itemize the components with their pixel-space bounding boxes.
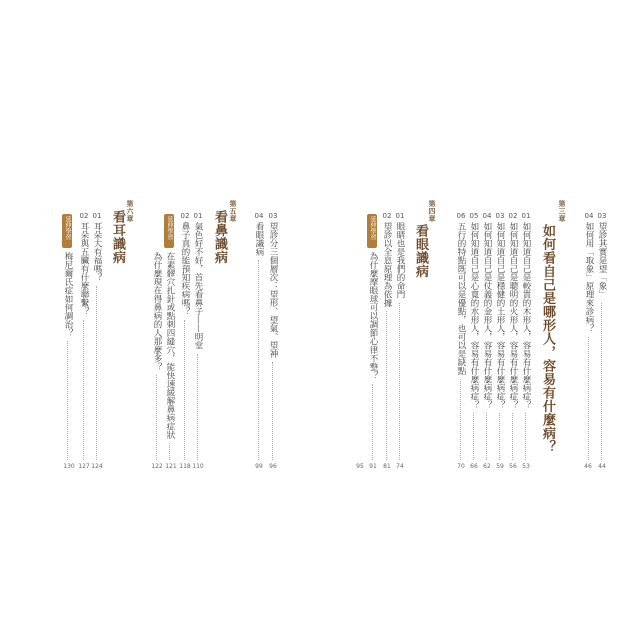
toc-entry[interactable]: [63, 252, 73, 337]
page-number: 56: [509, 463, 517, 470]
entry-text: 眼睛也是我們的命門: [395, 222, 405, 299]
leader-dots: [386, 311, 387, 460]
page-number: 91: [369, 463, 377, 470]
entry-number: 06: [456, 212, 466, 220]
entry-number: 04: [584, 212, 594, 220]
page-number: 74: [396, 463, 404, 470]
entry-text: 梅尼爾氏症如何調治？: [63, 252, 73, 337]
entry-number: 03: [268, 212, 278, 220]
entry-text: 如何用「取象」原理來診病？: [584, 222, 594, 333]
leader-dots: [601, 303, 602, 460]
entry-number: 02: [508, 212, 518, 220]
entry-number: 02: [79, 212, 89, 220]
entry-text: 五行的特點既可以是優點，也可以是缺點: [456, 222, 466, 375]
toc-entry[interactable]: [180, 222, 190, 316]
entry-number: 01: [521, 212, 531, 220]
page-number: 70: [457, 463, 465, 470]
chapter-title: 如何看自己是哪形人，容易有什麼病？: [540, 224, 555, 454]
toc-entry[interactable]: [152, 252, 162, 371]
page-number: 124: [91, 463, 103, 470]
page-number: 130: [63, 463, 75, 470]
chapter-title: 看耳識病: [110, 210, 125, 264]
toc-entry[interactable]: [482, 222, 492, 409]
entry-number: 01: [395, 212, 405, 220]
entry-text: 在素髎穴扎針或點刺四縫穴，能快速緩解鼻病症狀: [165, 252, 175, 439]
entry-text: 氣色好不好，首先看鼻子——明堂: [193, 222, 203, 350]
extension-badge: 延伸學習: [62, 214, 72, 248]
entry-number: 03: [495, 212, 505, 220]
entry-number: 02: [180, 212, 190, 220]
leader-dots: [258, 260, 259, 460]
leader-dots: [486, 413, 487, 460]
entry-text: 如何知道自己是心寬的水形人，容易有什麼病症？: [469, 222, 479, 409]
page-number: 81: [383, 463, 391, 470]
toc-entry[interactable]: [597, 222, 607, 299]
toc-entry[interactable]: [92, 222, 102, 282]
toc-entry[interactable]: [193, 222, 203, 350]
leader-dots: [399, 303, 400, 460]
entry-number: 04: [482, 212, 492, 220]
page-number: 95: [356, 463, 364, 470]
entry-number: 01: [193, 212, 203, 220]
chapter-label: 第三章: [558, 200, 567, 223]
extension-badge: 延伸學習: [367, 214, 377, 248]
leader-dots: [588, 337, 589, 460]
entry-text: 如何知道自己是聰明的火形人，容易有什麼病症？: [508, 222, 518, 409]
leader-dots: [156, 375, 157, 460]
entry-number: 03: [597, 212, 607, 220]
page-number: 99: [255, 463, 263, 470]
toc-entry[interactable]: [584, 222, 594, 333]
page-number: 118: [179, 463, 191, 470]
page-number: 127: [78, 463, 90, 470]
page-number: 46: [584, 463, 592, 470]
toc-entry[interactable]: [469, 222, 479, 409]
entry-text: 鼻子真的能預知疾病嗎？: [180, 222, 190, 316]
leader-dots: [169, 443, 170, 460]
leader-dots: [272, 362, 273, 460]
extension-badge: 延伸學習: [164, 214, 174, 248]
entry-text: 望診以全息原理為依據: [382, 222, 392, 307]
toc-entry[interactable]: [382, 222, 392, 307]
entry-text: 耳朵大有福嗎？: [92, 222, 102, 282]
toc-entry[interactable]: [79, 222, 89, 316]
leader-dots: [96, 286, 97, 460]
entry-text: 看眼識病: [254, 222, 264, 256]
page-number: 66: [470, 463, 478, 470]
entry-text: 耳朵與五臟有什麼聯繫？: [79, 222, 89, 316]
leader-dots: [372, 384, 373, 460]
toc-entry[interactable]: [368, 252, 378, 380]
entry-text: 望診其實是望「象」: [597, 222, 607, 299]
toc-entry[interactable]: [521, 222, 531, 409]
chapter-label: 第四章: [428, 200, 437, 223]
chapter-label: 第六章: [126, 200, 135, 223]
leader-dots: [512, 413, 513, 460]
toc-entry[interactable]: [508, 222, 518, 409]
toc-entry[interactable]: [254, 222, 264, 256]
page-number: 121: [165, 463, 177, 470]
chapter-label: 第五章: [229, 200, 238, 223]
entry-text: 如何知道自己是仗義的金形人，容易有什麼病症？: [482, 222, 492, 409]
entry-number: 01: [92, 212, 102, 220]
toc-entry[interactable]: [456, 222, 466, 375]
toc-entry[interactable]: [268, 222, 278, 358]
toc-entry[interactable]: [395, 222, 405, 299]
page-number: 44: [598, 463, 606, 470]
entry-number: 02: [382, 212, 392, 220]
entry-text: 為什麼摩眼球可以調節心律不整？: [368, 252, 378, 380]
entry-number: 05: [469, 212, 479, 220]
leader-dots: [184, 320, 185, 460]
page-number: 62: [483, 463, 491, 470]
entry-text: 為什麼現在得鼻病的人那麼多？: [152, 252, 162, 371]
entry-number: 04: [254, 212, 264, 220]
leader-dots: [83, 320, 84, 460]
toc-entry[interactable]: [495, 222, 505, 409]
leader-dots: [525, 413, 526, 460]
page-number: 53: [522, 463, 530, 470]
chapter-title: 看鼻識病: [212, 210, 227, 264]
leader-dots: [197, 354, 198, 460]
entry-text: 如何知道自己是穩健的土形人，容易有什麼病症？: [495, 222, 505, 409]
entry-text: 如何知道自己是較貴的木形人，容易有什麼病症？: [521, 222, 531, 409]
leader-dots: [67, 341, 68, 460]
leader-dots: [460, 379, 461, 460]
page-number: 122: [151, 463, 163, 470]
page-number: 59: [496, 463, 504, 470]
entry-text: 望診分三個層次：望形、望氣、望神: [268, 222, 278, 358]
leader-dots: [473, 413, 474, 460]
page-number: 96: [269, 463, 277, 470]
chapter-title: 看眼識病: [413, 224, 428, 278]
leader-dots: [499, 413, 500, 460]
page-number: 110: [192, 463, 204, 470]
toc-entry[interactable]: [165, 252, 175, 439]
